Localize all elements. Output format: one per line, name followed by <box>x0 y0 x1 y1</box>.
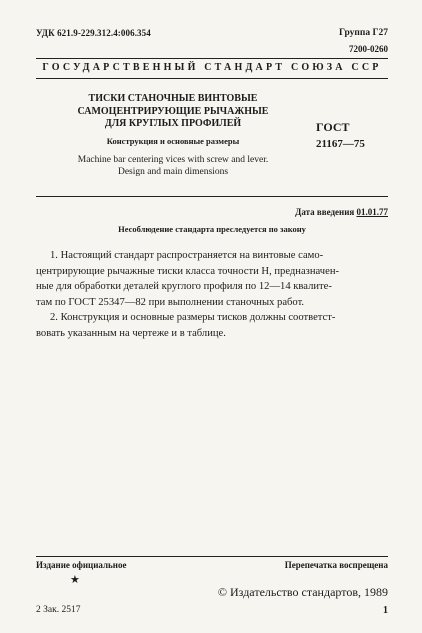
order-number: 2 Зак. 2517 <box>36 605 81 615</box>
paragraph-line: 1. Настоящий стандарт распространяется на винтовые само- <box>50 250 324 261</box>
title-ru <box>58 93 288 131</box>
state-standard-banner: ГОСУДАРСТВЕННЫЙ СТАНДАРТ СОЮЗА ССР <box>42 62 382 73</box>
effective-date-value: 01.01.77 <box>356 207 388 217</box>
header-rule-bottom <box>36 78 388 79</box>
title-ru-line: ДЛЯ КРУГЛЫХ ПРОФИЛЕЙ <box>104 118 242 129</box>
paragraph-2 <box>36 310 396 341</box>
star-icon: ★ <box>70 574 80 586</box>
legal-notice: Несоблюдение стандарта преследуется по закону <box>118 224 306 234</box>
section-rule <box>36 196 388 197</box>
effective-date-label: Дата введения <box>295 207 355 217</box>
official-edition: Издание официальное <box>36 560 127 570</box>
title-en-line: Design and main dimensions <box>117 166 229 177</box>
okp-code: 7200-0260 <box>349 44 388 54</box>
subtitle-ru: Конструкция и основные размеры <box>106 136 240 146</box>
gost-label: ГОСТ <box>316 120 350 134</box>
copyright: © Издательство стандартов, 1989 <box>217 585 388 599</box>
paragraph-line: 2. Конструкция и основные размеры тисков должны соответст- <box>50 312 336 323</box>
paragraph-line: ные для обработки деталей круглого профиля по 12—14 квалите- <box>36 281 332 292</box>
paragraph-line: вовать указанным на чертеже и в таблице. <box>36 327 226 339</box>
title-en <box>52 155 294 178</box>
paragraph-line: там по ГОСТ 25347—82 при выполнении станочных работ. <box>36 296 305 308</box>
udk-code: УДК 621.9-229.312.4:006.354 <box>36 28 151 38</box>
title-ru-line: САМОЦЕНТРИРУЮЩИЕ РЫЧАЖНЫЕ <box>77 105 269 117</box>
title-en-line: Machine bar centering vices with screw and lever. <box>77 155 269 165</box>
paragraph-line: центрирующие рычажные тиски класса точности Н, предназначен- <box>36 265 340 277</box>
gost-number: 21167—75 <box>316 138 365 150</box>
footer-rule <box>36 556 388 557</box>
header-rule-top <box>36 58 388 59</box>
reprint-prohibited: Перепечатка воспрещена <box>284 560 388 570</box>
group-code: Группа Г27 <box>339 28 388 38</box>
page-number: 1 <box>383 605 388 616</box>
paragraph-1 <box>36 248 396 310</box>
effective-date <box>295 207 388 217</box>
title-ru-line: ТИСКИ СТАНОЧНЫЕ ВИНТОВЫЕ <box>88 93 258 104</box>
